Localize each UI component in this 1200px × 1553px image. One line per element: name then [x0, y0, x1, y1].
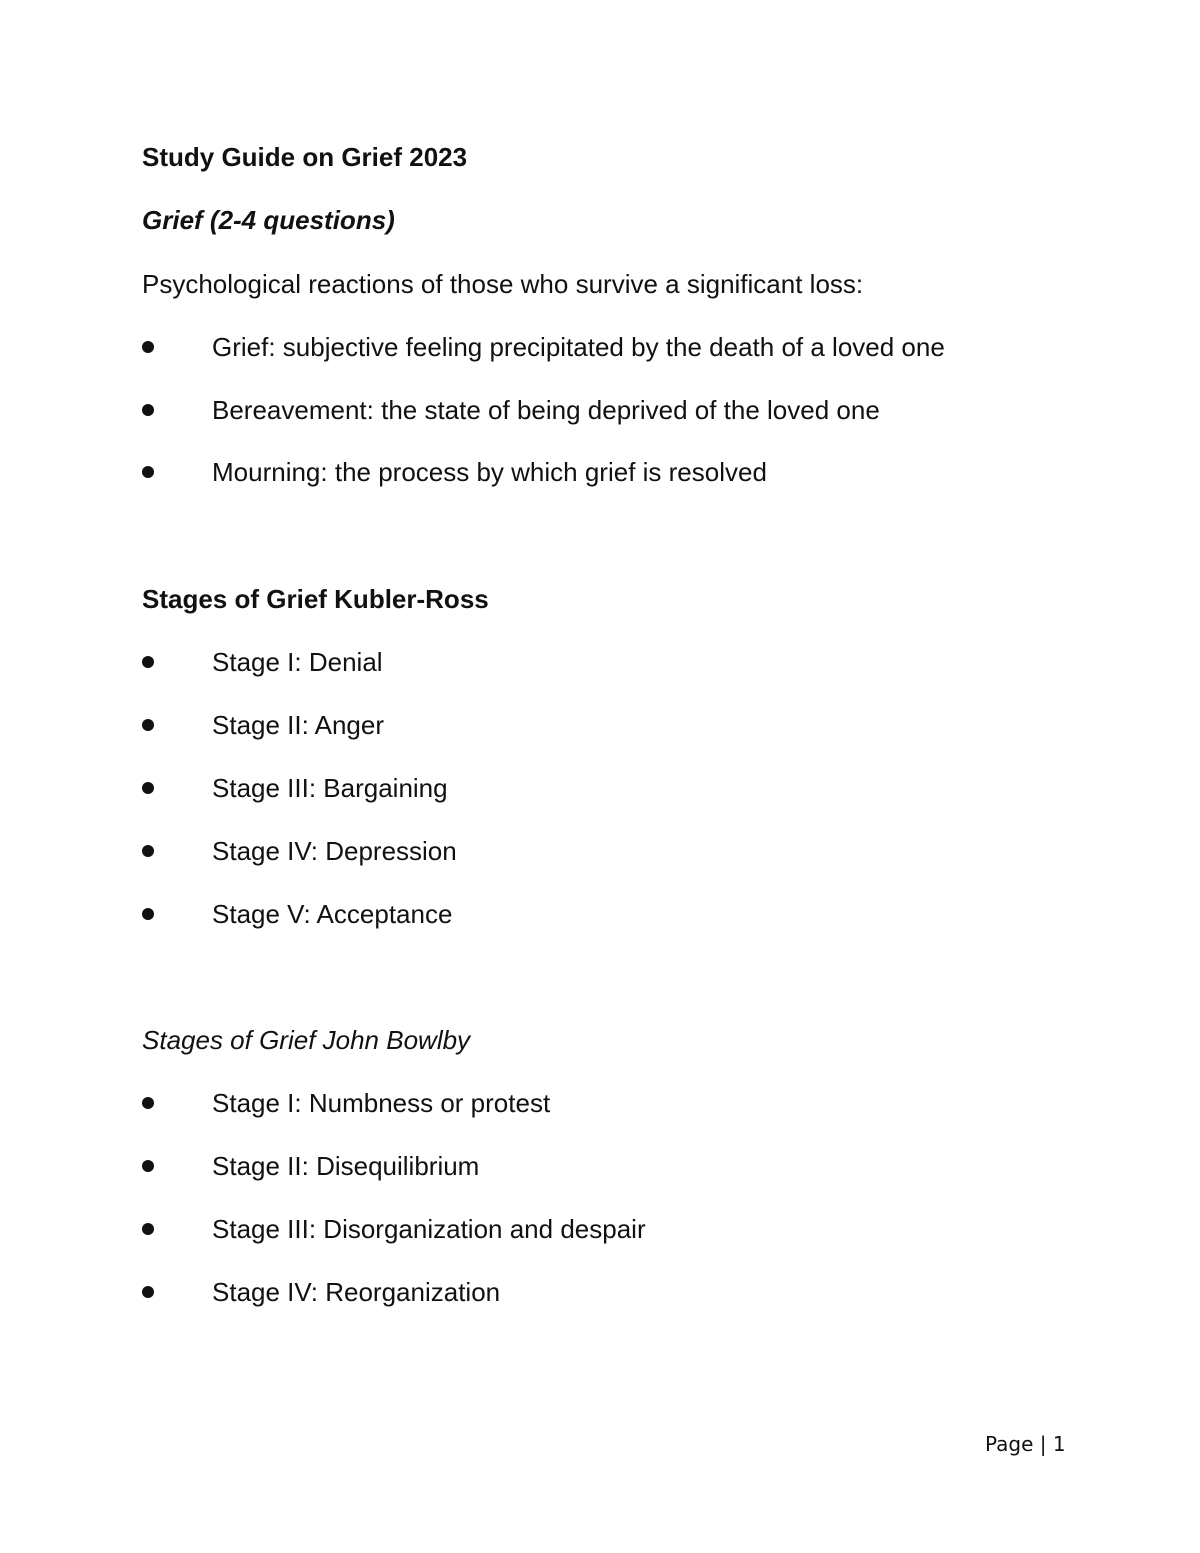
list-item-text: Stage IV: Reorganization: [212, 1277, 501, 1307]
list-item-text: Stage IV: Depression: [212, 836, 457, 866]
bowlby-heading: Stages of Grief John Bowlby: [142, 1025, 471, 1055]
bullet-icon: [142, 404, 154, 416]
list-item-text: Stage II: Disequilibrium: [212, 1151, 480, 1181]
kubler-ross-heading: Stages of Grief Kubler-Ross: [142, 584, 489, 614]
list-item-text: Grief: subjective feeling precipitated by the death of a loved one: [212, 332, 945, 362]
bullet-icon: [142, 782, 154, 794]
list-item-text: Mourning: the process by which grief is resolved: [212, 457, 767, 487]
bullet-icon: [142, 341, 154, 353]
bullet-icon: [142, 908, 154, 920]
bullet-icon: [142, 1223, 154, 1235]
list-item-text: Stage II: Anger: [212, 710, 385, 740]
bullet-icon: [142, 466, 154, 478]
bullet-icon: [142, 656, 154, 668]
bullet-icon: [142, 1160, 154, 1172]
list-item-text: Stage III: Bargaining: [212, 773, 448, 803]
bullet-icon: [142, 845, 154, 857]
list-item-text: Bereavement: the state of being deprived of the loved one: [212, 395, 880, 425]
document-title: Study Guide on Grief 2023: [142, 142, 468, 172]
bullet-icon: [142, 719, 154, 731]
list-item-text: Stage V: Acceptance: [212, 899, 453, 929]
list-item-text: Stage I: Numbness or protest: [212, 1088, 551, 1118]
bullet-icon: [142, 1097, 154, 1109]
list-item-text: Stage III: Disorganization and despair: [212, 1214, 646, 1244]
bullet-icon: [142, 1286, 154, 1298]
grief-section-intro: Psychological reactions of those who survive a significant loss:: [142, 269, 864, 299]
page-number: Page | 1: [985, 1432, 1066, 1456]
list-item-text: Stage I: Denial: [212, 647, 383, 677]
grief-section-heading: Grief (2-4 questions): [142, 205, 395, 235]
